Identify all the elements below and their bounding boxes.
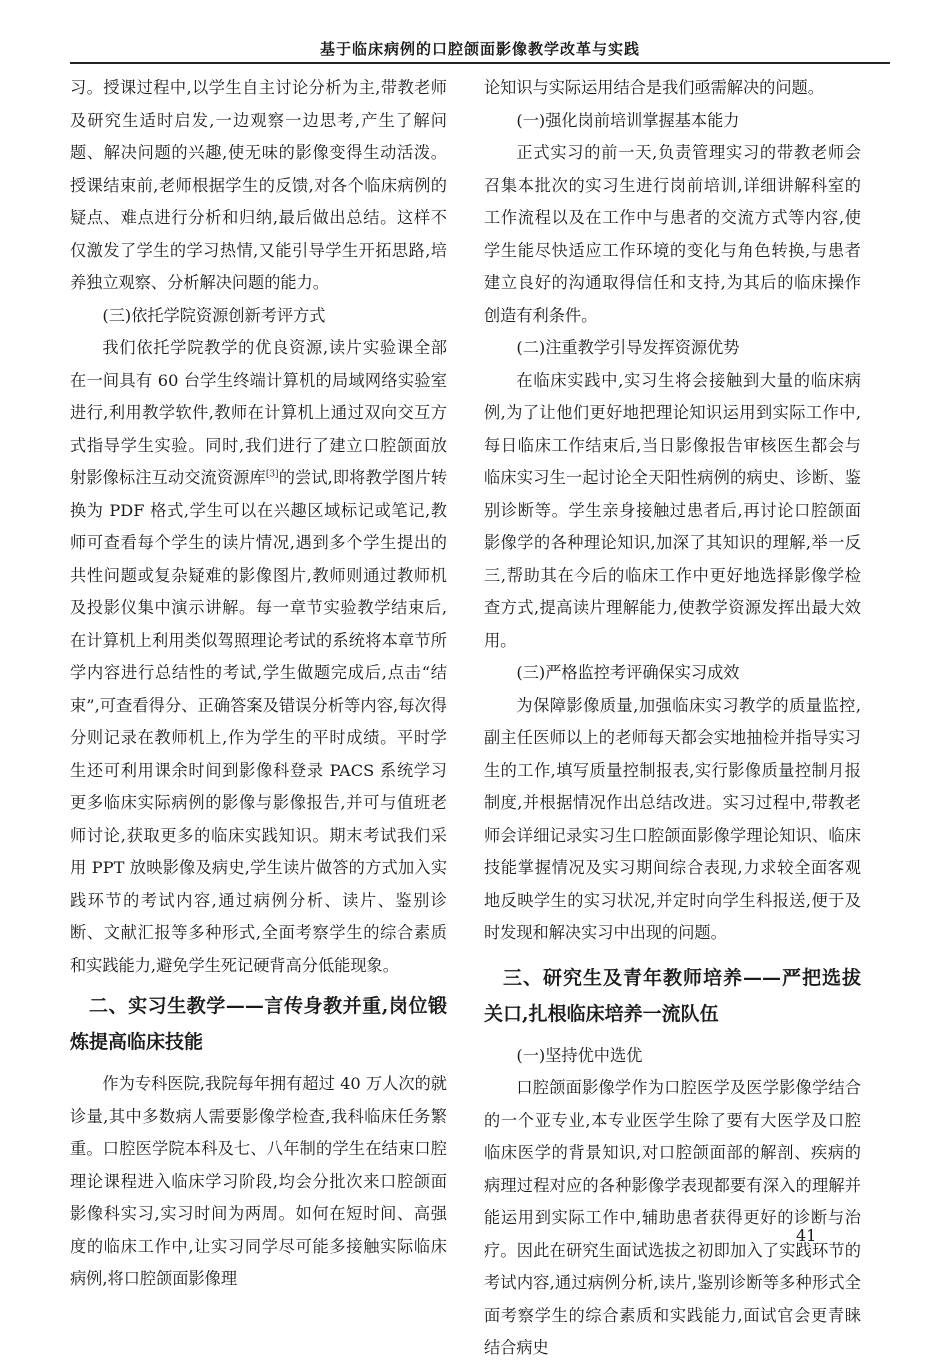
right-column — [484, 72, 861, 1365]
left-column — [70, 72, 447, 1296]
paragraph-teaching-guidance: 在临床实践中,实习生将会接触到大量的临床病例,为了让他们更好地把理论知识运用到实际工作中,每日临床工作结束后,当日影像报告审核医生都会与临床实习生一起讨论全天阳性病例的病史、诊断、鉴别诊断等。学生亲身接触过患者后,再讨论口腔颌面影像学的各种理论知识,加深了其知识的理解,举一反三,帮助其在今后的临床工作中更好地选择影像学检查方式,提高读片理解能力,使教学资源发挥出最大效用。 — [484, 370, 861, 650]
page-number: 41 — [796, 1226, 817, 1245]
paragraph-assessment-part2: 的尝试,即将教学图片转换为 PDF 格式,学生可以在兴趣区域标记或笔记,教师可查看每个学生的读片情况,遇到多个学生提出的共性问题或复杂疑难的影像图片,教师则通过教师机及投影仪集中演示讲解。每一章节实验教学结束后,在计算机上利用类似驾照理论考试的系统将本章节所学内容进行总结性的考试,学生做题完成后,点击“结束”,可查看得分、正确答案及错误分析等内容,每次得分则记录在教师机上,作为学生的平时成绩。平时学生还可利用课余时间到影像科登录 PACS 系统学习更多临床实际病例的影像与影像报告,并可与值班老师讨论,获取更多的临床实践知识。期末考试我们采用 PPT 放映影像及病史,学生读片做答的方式加入实践环节的考试内容,通过病例分析、读片、鉴别诊断、文献汇报等多种形式,全面考察学生的综合素质和实践能力,避免学生死记硬背高分低能现象。 — [70, 468, 448, 975]
citation-3: [3] — [265, 469, 279, 480]
section-heading-3: 三、研究生及青年教师培养——严把选拔关口,扎根临床培养一流队伍 — [484, 966, 861, 1025]
running-head-title: 基于临床病例的口腔颌面影像教学改革与实践 — [319, 40, 640, 58]
paragraph-continued: 习。授课过程中,以学生自主讨论分析为主,带教老师及研究生适时启发,一边观察一边思考,产生了解问题、解决问题的兴趣,使无味的影像变得生动活泼。授课结束前,老师根据学生的反馈,对各个临床病例的疑点、难点进行分析和归纳,最后做出总结。这样不仅激发了学生的学习热情,又能引导学生开拓思路,培养独立观察、分析解决问题的能力。 — [70, 78, 447, 292]
paragraph-intern-intro: 作为专科医院,我院每年拥有超过 40 万人次的就诊量,其中多数病人需要影像学检查,我科临床任务繁重。口腔医学院本科及七、八年制的学生在结束口腔理论课程进入临床学习阶段,均会分批次来口腔颌面影像科实习,实习时间为两周。如何在短时间、高强度的临床工作中,让实习同学尽可能多接触实际临床病例,将口腔颌面影像理 — [70, 1074, 447, 1288]
section-heading-2: 二、实习生教学——言传身教并重,岗位锻炼提高临床技能 — [70, 995, 447, 1053]
subsection-heading-3: (三)依托学院资源创新考评方式 — [102, 305, 326, 325]
paragraph-assessment — [70, 332, 447, 982]
subsection-heading-1b: (一)坚持优中选优 — [516, 1045, 643, 1065]
paragraph-assessment-part1: 我们依托学院教学的优良资源,读片实验课全部在一间具有 60 台学生终端计算机的局域网络实验室进行,利用教学软件,教师在计算机上通过双向交互方式指导学生实验。同时,我们进行了建立口腔颌面放射影像标注互动交流资源库 — [70, 338, 447, 487]
header-rule — [70, 62, 890, 64]
paragraph-quality-control: 为保障影像质量,加强临床实习教学的质量监控,副主任医师以上的老师每天都会实地抽检并指导实习生的工作,填写质量控制报表,实行影像质量控制月报制度,并根据情况作出总结改进。实习过程中,带教老师会详细记录实习生口腔颌面影像学理论知识、临床技能掌握情况及实习期间综合表现,力求较全面客观地反映学生的实习状况,并定时向学生科报送,便于及时发现和解决实习中出现的问题。 — [484, 695, 861, 942]
paragraph-continued-right: 论知识与实际运用结合是我们亟需解决的问题。 — [484, 78, 824, 97]
subsection-heading-1: (一)强化岗前培训掌握基本能力 — [516, 110, 740, 130]
paragraph-selection: 口腔颌面影像学作为口腔医学及医学影像学结合的一个亚专业,本专业医学生除了要有大医学及口腔临床医学的背景知识,对口腔颌面部的解剖、疾病的病理过程对应的各种影像学表现都要有深入的理解并能运用到实际工作中,辅助患者获得更好的诊断与治疗。因此在研究生面试选拔之初即加入了实践环节的考试内容,通过病例分析,读片,鉴别诊断等多种形式全面考察学生的综合素质和实践能力,面试官会更青睐结合病史 — [484, 1078, 861, 1357]
subsection-heading-3-right: (三)严格监控考评确保实习成效 — [516, 663, 740, 682]
subsection-heading-2: (二)注重教学引导发挥资源优势 — [516, 338, 740, 357]
paragraph-pre-training: 正式实习的前一天,负责管理实习的带教老师会召集本批次的实习生进行岗前培训,详细讲解科室的工作流程以及在工作中与患者的交流方式等内容,使学生能尽快适应工作环境的变化与角色转换,与患者建立良好的沟通取得信任和支持,为其后的临床操作创造有利条件。 — [484, 143, 861, 325]
